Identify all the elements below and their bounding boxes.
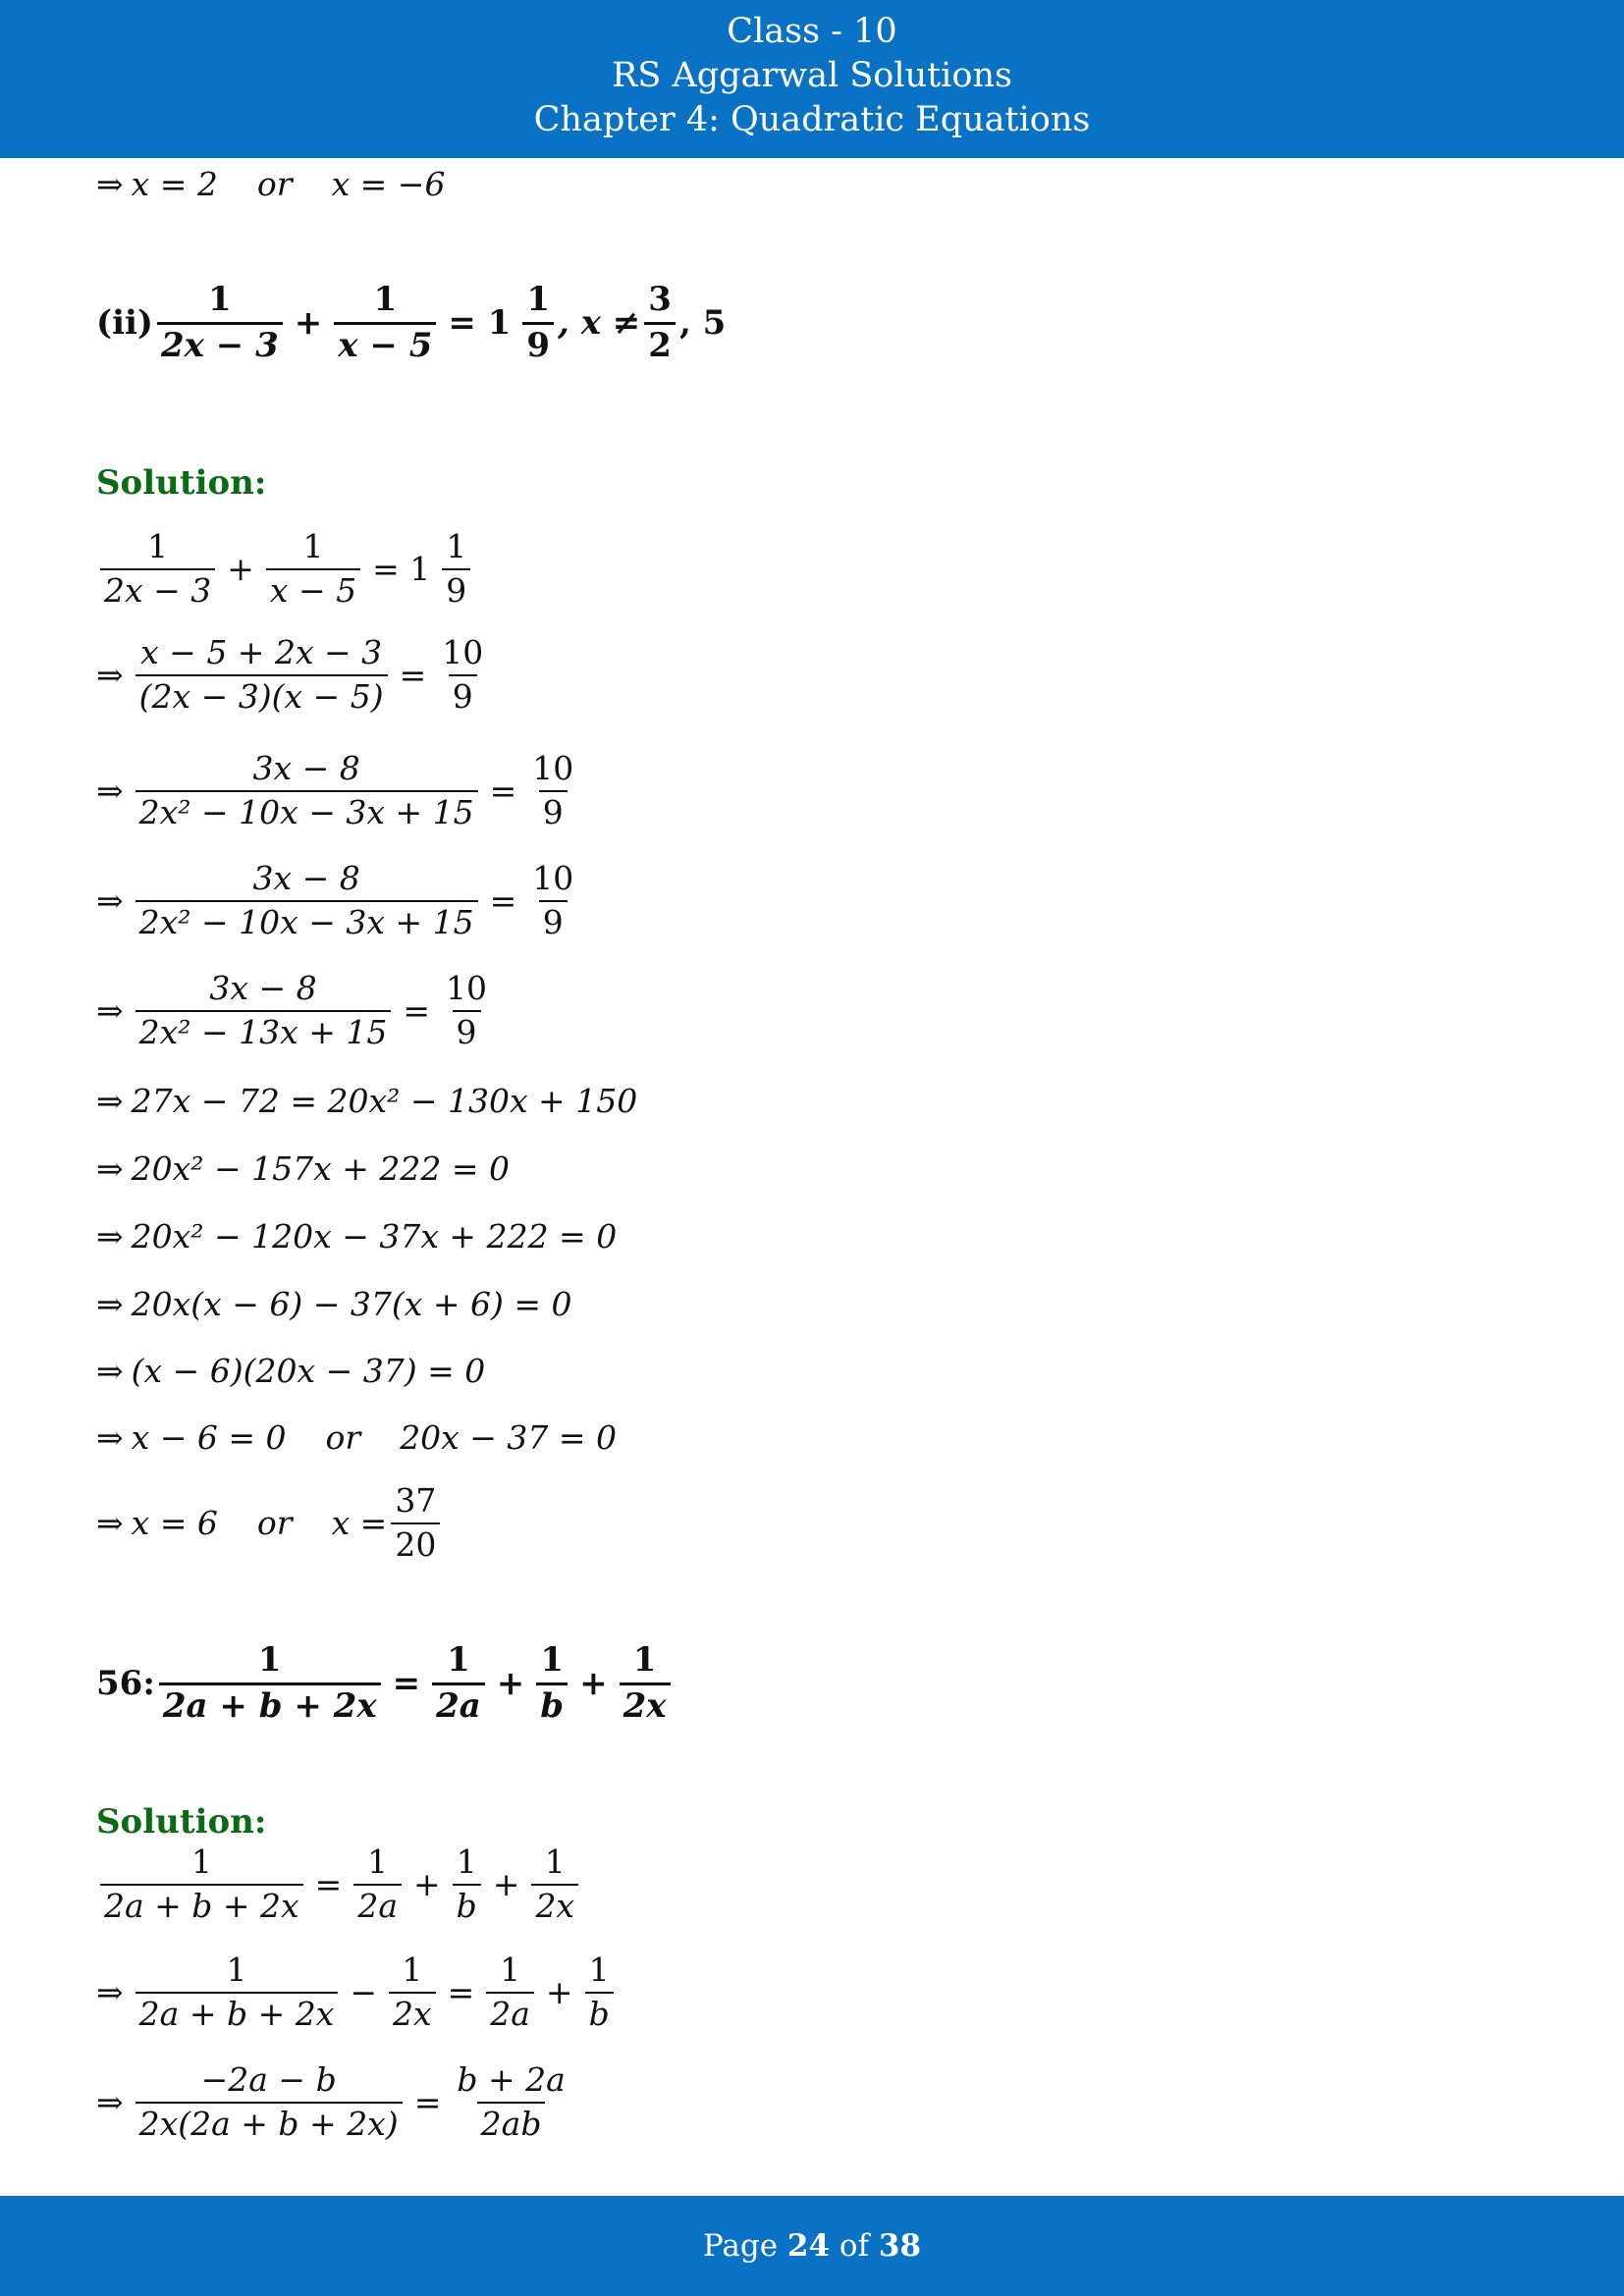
fraction bbox=[438, 633, 487, 716]
equation-line: ⇒ $\frac{3x - 8}{\text{2x² − 10x − 3x + 15}}$ = $\frac{10}{9}$ bbox=[96, 862, 581, 939]
denominator: 2x bbox=[531, 1884, 578, 1924]
fraction bbox=[432, 1640, 485, 1726]
denominator: 2 bbox=[644, 322, 676, 364]
equation-line bbox=[96, 1418, 617, 1457]
denominator: 2x² − 13x + 15 bbox=[135, 1010, 392, 1050]
header-chapter: Chapter 4: Quadratic Equations bbox=[533, 100, 1091, 139]
or-word: or bbox=[256, 165, 293, 203]
numerator: 1 bbox=[447, 1640, 470, 1680]
numerator: 1 bbox=[147, 527, 169, 565]
numerator: 37 bbox=[395, 1481, 437, 1520]
page-of: of bbox=[839, 2228, 870, 2264]
denominator: 2a + b + 2x bbox=[159, 1682, 381, 1725]
numerator: 1 bbox=[500, 1950, 521, 1989]
header-book: RS Aggarwal Solutions bbox=[612, 56, 1012, 95]
implies-symbol: ⇒ bbox=[96, 991, 124, 1031]
numerator: 1 bbox=[190, 1842, 212, 1881]
fraction bbox=[353, 1842, 402, 1925]
denominator: 2a + b + 2x bbox=[100, 1884, 303, 1924]
numerator: 1 bbox=[402, 1950, 423, 1989]
denominator: b bbox=[536, 1682, 568, 1725]
fraction bbox=[157, 280, 283, 365]
equation-line bbox=[96, 165, 445, 203]
implies-symbol: ⇒ bbox=[96, 881, 124, 921]
numerator: 10 bbox=[446, 969, 488, 1007]
fraction bbox=[442, 527, 470, 610]
fraction bbox=[528, 859, 577, 941]
fraction bbox=[453, 1842, 481, 1925]
numerator: 1 bbox=[540, 1640, 564, 1680]
equation-line: ⇒ $\frac{1}{2a + b + 2x}$ − $\frac{1}{2x}$ = $\frac{1}{2a}$ + $\frac{1}{b}$ bbox=[96, 1953, 618, 2031]
denominator: 2x − 3 bbox=[157, 322, 283, 364]
question-label: 56: bbox=[96, 1664, 155, 1704]
fraction bbox=[528, 749, 577, 831]
expr: x − 6 = 0 bbox=[131, 1418, 287, 1457]
denominator: 2x(2a + b + 2x) bbox=[135, 2102, 403, 2142]
numerator: 1 bbox=[446, 527, 467, 565]
implies-symbol: ⇒ bbox=[96, 2083, 124, 2122]
expr: 20x² − 157x + 222 = 0 bbox=[131, 1149, 510, 1188]
numerator: 3x − 8 bbox=[252, 749, 360, 787]
denominator: 2a bbox=[486, 1992, 534, 2032]
fraction bbox=[531, 1842, 578, 1925]
question-label: (ii) bbox=[96, 303, 154, 344]
fraction bbox=[135, 749, 478, 831]
denominator: 9 bbox=[442, 568, 470, 609]
implies-symbol: ⇒ bbox=[96, 1217, 124, 1255]
denominator: 2x − 3 bbox=[100, 568, 215, 609]
page-prefix: Page bbox=[702, 2228, 779, 2264]
denominator: x − 5 bbox=[334, 322, 436, 364]
expr: 20x − 37 = 0 bbox=[400, 1418, 618, 1457]
denominator: 9 bbox=[453, 1010, 481, 1050]
solution-label: Solution: bbox=[96, 1802, 267, 1842]
numerator: 10 bbox=[442, 633, 484, 671]
denominator: 2x bbox=[389, 1992, 436, 2032]
question-ii bbox=[96, 280, 727, 365]
implies-symbol: ⇒ bbox=[96, 1149, 124, 1188]
or-word: or bbox=[325, 1418, 361, 1457]
or-word: or bbox=[256, 1504, 293, 1543]
denominator: 9 bbox=[539, 900, 568, 940]
page-header bbox=[0, 0, 1624, 158]
equation-line bbox=[96, 1082, 637, 1120]
numerator: 10 bbox=[532, 859, 574, 897]
fraction bbox=[135, 1950, 339, 2033]
numerator: x − 5 + 2x − 3 bbox=[140, 633, 383, 671]
numerator: 10 bbox=[532, 749, 574, 787]
total-pages: 38 bbox=[878, 2228, 922, 2264]
denominator: 2a bbox=[432, 1682, 485, 1725]
equation-line: ⇒ $\frac{-2a - b}{2x(2a + b + 2x)}$ = $\frac{b + 2a}{2ab}$ bbox=[96, 2063, 573, 2141]
numerator: 1 bbox=[456, 1842, 477, 1881]
equation-line bbox=[96, 1352, 485, 1390]
fraction bbox=[135, 633, 388, 716]
numerator: 1 bbox=[588, 1950, 610, 1989]
equation-line: $\frac{1}{2x - 3}$ + $\frac{1}{x - 5}$ = 1 $\frac{1}{9}$ bbox=[96, 530, 474, 608]
expr: x = bbox=[331, 1504, 388, 1543]
numerator: 3x − 8 bbox=[252, 859, 360, 897]
denominator: 2a + b + 2x bbox=[135, 1992, 339, 2032]
fraction bbox=[389, 1950, 436, 2033]
equation-line: ⇒ $\frac{3x - 8}{\text{2x² − 13x + 15}}$ = $\frac{10}{9}$ bbox=[96, 972, 495, 1049]
expr: 27x − 72 = 20x² − 130x + 150 bbox=[131, 1082, 638, 1120]
equation-line bbox=[96, 1149, 510, 1188]
equation-line bbox=[96, 1285, 571, 1323]
implies-symbol: ⇒ bbox=[96, 165, 124, 203]
numerator: 1 bbox=[226, 1950, 247, 1989]
fraction bbox=[135, 969, 392, 1051]
fraction bbox=[159, 1640, 381, 1726]
numerator: b + 2a bbox=[457, 2060, 566, 2099]
header-class: Class - 10 bbox=[727, 12, 897, 51]
fraction bbox=[100, 1842, 303, 1925]
denominator: 2a bbox=[353, 1884, 402, 1924]
denominator: 9 bbox=[522, 322, 554, 364]
fraction bbox=[135, 2060, 403, 2143]
denominator: 2x bbox=[620, 1682, 671, 1725]
fraction bbox=[135, 859, 478, 941]
numerator: 1 bbox=[257, 1640, 282, 1680]
fraction bbox=[585, 1950, 614, 2033]
fraction bbox=[100, 527, 215, 610]
equals-expr: = 1 bbox=[372, 550, 431, 589]
numerator: 1 bbox=[544, 1842, 566, 1881]
expr: 20x(x − 6) − 37(x + 6) = 0 bbox=[131, 1285, 572, 1323]
expr: 20x² − 120x − 37x + 222 = 0 bbox=[131, 1217, 618, 1255]
implies-symbol: ⇒ bbox=[96, 1418, 124, 1457]
numerator: 1 bbox=[302, 527, 324, 565]
fraction bbox=[442, 969, 491, 1051]
expr: x = −6 bbox=[331, 165, 446, 203]
numerator: 3 bbox=[648, 280, 672, 319]
expr: (x − 6)(20x − 37) = 0 bbox=[131, 1352, 486, 1390]
denominator: (2x − 3)(x − 5) bbox=[135, 674, 388, 715]
equals-sign: = bbox=[392, 1664, 421, 1704]
fraction bbox=[334, 280, 436, 365]
question-56: 56: $\frac{1}{2a + b + 2x}$ = $\frac{1}{2a}$ + $\frac{1}{b}$ + $\frac{1}{2x}$ bbox=[96, 1643, 675, 1724]
implies-symbol: ⇒ bbox=[96, 1285, 124, 1323]
denominator: 2ab bbox=[477, 2102, 546, 2142]
implies-symbol: ⇒ bbox=[96, 1504, 124, 1543]
fraction bbox=[266, 527, 360, 610]
denominator: 2x² − 10x − 3x + 15 bbox=[135, 790, 478, 830]
expr: x = 2 bbox=[131, 165, 218, 203]
implies-symbol: ⇒ bbox=[96, 1352, 124, 1390]
fraction bbox=[644, 280, 676, 365]
fraction bbox=[453, 2060, 568, 2143]
numerator: 1 bbox=[367, 1842, 389, 1881]
numerator: 1 bbox=[632, 1640, 657, 1680]
fraction bbox=[486, 1950, 534, 2033]
implies-symbol: ⇒ bbox=[96, 656, 124, 695]
condition: , x ≠ bbox=[558, 303, 641, 344]
denominator: 20 bbox=[391, 1522, 440, 1563]
denominator: 9 bbox=[539, 790, 568, 830]
equation-line bbox=[96, 1217, 617, 1255]
equation-line: ⇒ $\frac{3x - 8}{\text{2x² − 10x − 3x + 15}}$ = $\frac{10}{9}$ bbox=[96, 752, 581, 829]
equation-line: $\frac{1}{2a + b + 2x}$ = $\frac{1}{2a}$ + $\frac{1}{b}$ + $\frac{1}{2x}$ bbox=[96, 1845, 582, 1923]
equals-expr: = 1 bbox=[448, 303, 512, 344]
numerator: 3x − 8 bbox=[209, 969, 317, 1007]
equation-line bbox=[96, 1481, 444, 1564]
denominator: 9 bbox=[449, 674, 477, 715]
equation-line: ⇒ $\frac{x - 5 + 2x - 3}{(2x - 3)(x - 5)}$ = $\frac{10}{9}$ bbox=[96, 636, 491, 714]
implies-symbol: ⇒ bbox=[96, 1082, 124, 1120]
fraction bbox=[536, 1640, 568, 1726]
denominator: b bbox=[453, 1884, 481, 1924]
denominator: b bbox=[585, 1992, 614, 2032]
denominator: x − 5 bbox=[266, 568, 360, 609]
numerator: 1 bbox=[373, 280, 398, 319]
condition-tail: , 5 bbox=[678, 303, 727, 344]
expr: x = 6 bbox=[131, 1504, 218, 1543]
implies-symbol: ⇒ bbox=[96, 1973, 124, 2012]
denominator: 2x² − 10x − 3x + 15 bbox=[135, 900, 478, 940]
numerator: 1 bbox=[526, 280, 551, 319]
implies-symbol: ⇒ bbox=[96, 772, 124, 811]
plus-sign: + bbox=[294, 303, 323, 344]
page-footer bbox=[0, 2196, 1624, 2296]
numerator: 1 bbox=[208, 280, 232, 319]
fraction bbox=[391, 1481, 440, 1564]
numerator: −2a − b bbox=[200, 2060, 337, 2099]
fraction bbox=[522, 280, 554, 365]
solution-label: Solution: bbox=[96, 463, 267, 503]
fraction bbox=[620, 1640, 671, 1726]
current-page-number: 24 bbox=[786, 2228, 831, 2264]
